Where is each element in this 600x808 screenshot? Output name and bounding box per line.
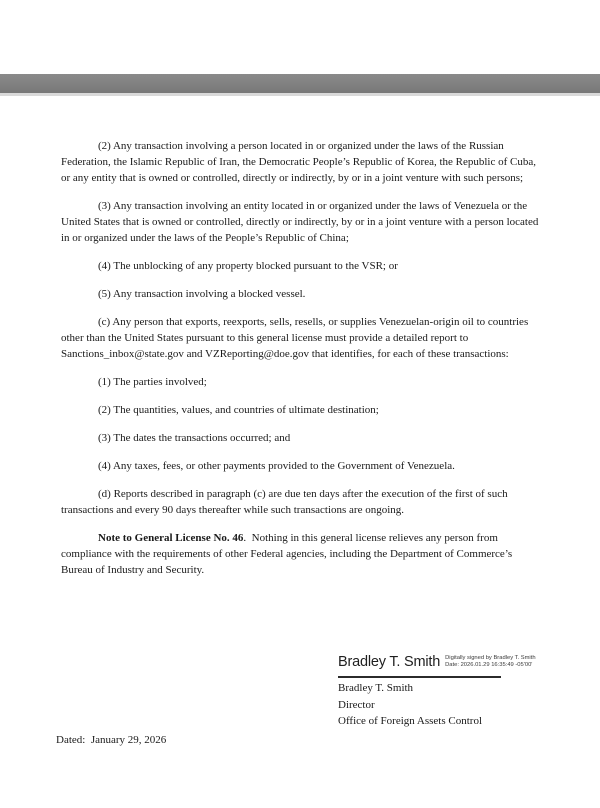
paragraph-b4: (4) The unblocking of any property blocked pursuant to the VSR; or	[98, 260, 398, 272]
page-separator-bar	[0, 74, 600, 96]
paragraph-c1: (1) The parties involved;	[98, 376, 207, 388]
paragraph-c3: (3) The dates the transactions occurred; and	[98, 432, 291, 444]
note-lead: Note to General License No. 46	[98, 532, 244, 544]
note-text: . Nothing in this general license relieves any person from compliance with the requirements of other Federal agencies, including the Department of Commerce’s Bureau of Industry and Security.	[61, 532, 515, 576]
digital-signature-details-line2: Date: 2026.01.29 16:35:49 -05'00'	[445, 661, 533, 668]
signature-line	[338, 676, 501, 678]
paragraph-note	[61, 530, 539, 578]
signer-title: Director	[338, 698, 375, 711]
paragraph-c4: (4) Any taxes, fees, or other payments provided to the Government of Venezuela.	[98, 460, 455, 472]
digital-signature-details-line1: Digitally signed by Bradley T. Smith	[445, 655, 536, 661]
paragraph-c2: (2) The quantities, values, and countries of ultimate destination;	[98, 404, 379, 416]
signer-info	[338, 680, 553, 730]
digital-signature-name: Bradley T. Smith	[338, 654, 441, 670]
paragraph-b5: (5) Any transaction involving a blocked vessel.	[98, 288, 306, 300]
paragraph-b3: (3) Any transaction involving an entity located in or organized under the laws of Venezuela or the United States that is owned or controlled, directly or indirectly, by or in a joint venture with a person located in or organized under the laws of the People’s Republic of China;	[61, 200, 542, 244]
paragraph-b2: (2) Any transaction involving a person located in or organized under the laws of the Russian Federation, the Islamic Republic of Iran, the Democratic People’s Republic of Korea, the Republic of Cuba, or any entity that is owned or controlled, directly or indirectly, by or in a joint venture with such persons;	[61, 140, 539, 184]
digital-signature-details	[440, 651, 535, 669]
paragraph-c: (c) Any person that exports, reexports, sells, resells, or supplies Venezuelan-origin oil to countries other than the United States pursuant to this general license must provide a detailed report to Sanctions_inbox@state.gov and VZReporting@doe.gov that identifies, for each of these transactions:	[61, 316, 531, 360]
paragraph-d: (d) Reports described in paragraph (c) are due ten days after the execution of the first of such transactions and every 90 days thereafter while such transactions are ongoing.	[61, 488, 511, 516]
document-body	[61, 138, 542, 590]
dated-line: Dated: January 29, 2026	[56, 734, 167, 746]
signature-block	[338, 651, 553, 730]
signer-printed-name: Bradley T. Smith	[338, 682, 414, 694]
digital-signature-row	[338, 651, 553, 673]
signer-office: Office of Foreign Assets Control	[338, 715, 483, 727]
